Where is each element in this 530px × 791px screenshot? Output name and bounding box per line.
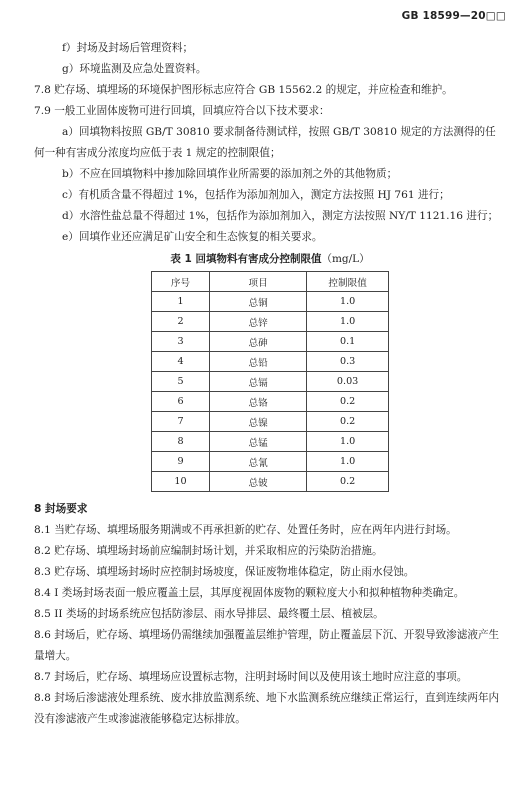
cell-item: 总镉 [210,372,307,392]
table-row [152,312,389,332]
cell-limit: 1.0 [307,432,389,452]
cell-index: 3 [152,332,210,352]
cell-item: 总锰 [210,432,307,452]
cell-index: 4 [152,352,210,372]
cell-limit: 1.0 [307,312,389,332]
table-title: 表 1 回填物料有害成分控制限值 [170,253,322,265]
column-header-limit: 控制限值 [307,272,389,292]
clause-8-1: 8.1 当贮存场、填埋场服务期满或不再承担新的贮存、处置任务时，应在两年内进行封场。 [34,524,457,536]
requirement-c: c）有机质含量不得超过 1%，包括作为添加剂加入，测定方法按照 HJ 761 进行； [62,189,450,201]
table-row [152,412,389,432]
clause-8-4: 8.4 I 类场封场表面一般应覆盖土层，其厚度视固体废物的颗粒度大小和拟种植物种类确定。 [34,587,465,599]
table-row [152,372,389,392]
cell-index: 10 [152,472,210,492]
cell-item: 总砷 [210,332,307,352]
table-row [152,472,389,492]
document-body [34,38,506,730]
cell-index: 7 [152,412,210,432]
cell-index: 2 [152,312,210,332]
cell-limit: 0.2 [307,392,389,412]
clause-8-7: 8.7 封场后，贮存场、填埋场应设置标志物，注明封场时间以及使用该土地时应注意的事项。 [34,671,468,683]
list-item-g: g）环境监测及应急处置资料。 [62,63,207,75]
clause-8-8: 8.8 封场后渗滤液处理系统、废水排放监测系统、地下水监测系统应继续正常运行，直到连续两年内没有渗滤液产生或渗滤液能够稳定达标排放。 [34,692,500,725]
section-8-title: 8 封场要求 [34,503,88,515]
table-unit: （mg/L） [321,253,370,265]
table-row [152,452,389,472]
cell-index: 5 [152,372,210,392]
cell-limit: 0.2 [307,412,389,432]
cell-limit: 1.0 [307,452,389,472]
standard-code-header: GB 18599—20□□ [401,10,506,22]
clause-7-8: 7.8 贮存场、填埋场的环境保护图形标志应符合 GB 15562.2 的规定，并应检查和维护。 [34,84,453,96]
clause-8-5: 8.5 II 类场的封场系统应包括防渗层、雨水导排层、最终覆土层、植被层。 [34,608,384,620]
clause-8-2: 8.2 贮存场、填埋场封场前应编制封场计划，并采取相应的污染防治措施。 [34,545,383,557]
clause-8-6: 8.6 封场后，贮存场、填埋场仍需继续加强覆盖层维护管理，防止覆盖层下沉、开裂导致渗滤液产生量增大。 [34,629,500,662]
cell-index: 9 [152,452,210,472]
cell-limit: 0.1 [307,332,389,352]
column-header-item: 项目 [210,272,307,292]
table-row [152,352,389,372]
clause-7-9: 7.9 一般工业固体废物可进行回填，回填应符合以下技术要求： [34,105,330,117]
cell-limit: 0.03 [307,372,389,392]
cell-item: 总铜 [210,292,307,312]
list-item-f: f）封场及封场后管理资料； [62,42,194,54]
cell-index: 8 [152,432,210,452]
cell-limit: 1.0 [307,292,389,312]
cell-item: 总镍 [210,412,307,432]
table-row [152,292,389,312]
column-header-index: 序号 [152,272,210,292]
requirement-b: b）不应在回填物料中掺加除回填作业所需要的添加剂之外的其他物质； [62,168,398,180]
table-row [152,432,389,452]
cell-limit: 0.3 [307,352,389,372]
table-row [152,332,389,352]
hazard-limit-table [151,271,389,492]
table-row [152,392,389,412]
requirement-e: e）回填作业还应满足矿山安全和生态恢复的相关要求。 [62,231,323,243]
requirement-a: a）回填物料按照 GB/T 30810 要求制备待测试样，按照 GB/T 30810 规定的方法测得的任何一种有害成分浓度均应低于表 1 规定的控制限值； [34,126,496,159]
cell-item: 总铬 [210,392,307,412]
clause-8-3: 8.3 贮存场、填埋场封场时应控制封场坡度，保证废物堆体稳定，防止雨水侵蚀。 [34,566,415,578]
table-header-row [152,272,389,292]
cell-index: 6 [152,392,210,412]
requirement-d: d）水溶性盐总量不得超过 1%，包括作为添加剂加入，测定方法按照 NY/T 1121.16 进行； [62,210,499,222]
cell-item: 总铍 [210,472,307,492]
table-caption [34,249,506,269]
cell-item: 总铅 [210,352,307,372]
cell-index: 1 [152,292,210,312]
cell-item: 总氰 [210,452,307,472]
cell-item: 总锌 [210,312,307,332]
cell-limit: 0.2 [307,472,389,492]
